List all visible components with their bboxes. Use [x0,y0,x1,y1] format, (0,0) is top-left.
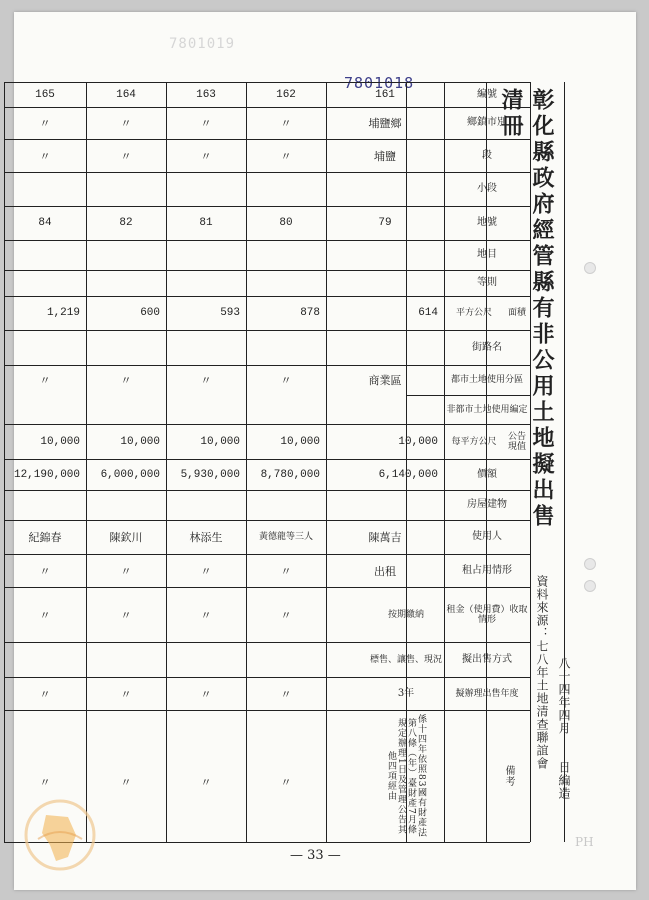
col161-price: 6,140,000 [378,468,438,481]
col164-lot: 82 [119,217,133,229]
col162-area: 878 [300,307,320,319]
note-sale-year: 3年 [397,687,415,699]
col162-lot: 80 [279,217,293,229]
col162-announced: 10,000 [280,435,320,448]
document-number-stamp: 7801018 [344,74,415,92]
col165-announced: 10,000 [40,435,80,448]
label-subsection: 小段 [477,183,497,194]
label-buildings: 房屋建物 [467,499,507,510]
col165-user: 紀錦春 [28,531,62,544]
ditto-mark: 〃 [120,776,132,789]
col165-district: 〃 [39,117,51,130]
data-source: 資料來源：七八年土地清查聯誼會 [535,575,549,770]
fold-mark: PH [575,835,594,849]
note-remarks: 係十四年依照83國有財產法第八條（年）臺財產7月條規定辦理1日及管理公告其他四項經由 [386,714,426,838]
col163-lot: 81 [199,217,213,229]
col163-fee: 〃 [200,608,212,622]
col163-district: 〃 [200,117,212,130]
col163-user: 林添生 [189,531,223,544]
ditto-mark: 〃 [39,687,51,701]
ditto-mark: 〃 [39,776,51,789]
col161-district: 埔鹽鄉 [368,117,402,130]
label-land-category: 地目 [477,249,497,260]
col164-rent: 〃 [120,564,132,578]
punch-hole [584,580,596,592]
col163-serial: 163 [196,88,216,101]
label-area-unit: 平方公尺 [455,308,492,318]
col165-area: 1,219 [46,307,80,319]
compile-date: 八十四年四月 日編造 [557,657,571,800]
label-serial: 編號 [477,88,497,100]
col165-lot: 84 [38,217,52,229]
label-user: 使用人 [472,531,502,542]
col165-price: 12,190,000 [13,468,80,481]
label-street: 街路名 [472,341,502,353]
col163-price: 5,930,000 [180,468,240,481]
col161-user: 陳萬吉 [368,531,402,544]
label-announced-value: 公告現值 [507,431,526,452]
col163-rent: 〃 [200,564,212,578]
label-section: 段 [482,149,492,161]
col164-section: 〃 [120,149,132,163]
col161-fee: 按期繳納 [387,609,424,620]
col161-rent: 出租 [374,564,396,578]
ghost-document-number: 7801019 [169,36,236,52]
col164-fee: 〃 [120,608,132,622]
col165-section: 〃 [39,149,51,163]
col161-serial: 161 [375,88,395,101]
document-title: 彰化縣政府經管縣有非公用土地擬出售清冊 [498,88,555,530]
col164-area: 600 [140,307,160,319]
punch-hole [584,558,596,570]
label-fee-status: 租金（使用費）收取情形 [446,604,528,625]
label-nonurban-use: 非都市土地使用編定 [446,404,528,415]
col162-section: 〃 [280,149,292,163]
label-urban-use: 都市土地使用分區 [450,375,523,385]
col164-district: 〃 [120,117,132,130]
label-district: 鄉鎮市別 [467,117,507,128]
ditto-mark: 〃 [280,776,292,789]
label-sale-method: 擬出售方式 [462,653,512,665]
note-sale-method: 標售、讓售、現況 [369,654,442,665]
col162-price: 8,780,000 [260,468,320,481]
page-number: — 33 — [290,848,341,863]
col161-use: 商業區 [368,374,402,387]
label-rent-status: 租占用情形 [462,564,512,576]
col161-announced: 10,000 [398,435,438,448]
label-grade: 等則 [477,277,497,288]
ditto-mark: 〃 [280,687,292,701]
ditto-mark: 〃 [200,687,212,701]
col165-fee: 〃 [39,608,51,622]
col162-serial: 162 [276,88,296,101]
col163-announced: 10,000 [200,435,240,448]
label-price: 價額 [477,468,497,480]
col163-area: 593 [220,307,240,319]
label-sale-year: 擬辦理出售年度 [455,688,519,699]
ditto-mark: 〃 [200,776,212,789]
ditto-mark: 〃 [120,687,132,701]
col162-rent: 〃 [280,564,292,578]
col161-lot: 79 [378,217,392,229]
col163-section: 〃 [200,149,212,163]
col165-rent: 〃 [39,564,51,578]
col162-user: 黃德龍等三人 [258,532,313,542]
col164-serial: 164 [116,88,136,101]
punch-hole [584,262,596,274]
label-lot: 地號 [477,217,497,228]
col161-section: 埔鹽 [374,149,396,163]
label-area: 面積 [507,308,526,318]
col165-serial: 165 [35,88,55,101]
col165-use: 〃 [39,374,51,387]
col164-use: 〃 [120,374,132,387]
col161-area: 614 [418,307,438,319]
col164-price: 6,000,000 [100,468,160,481]
col162-district: 〃 [280,117,292,130]
col163-use: 〃 [200,374,212,387]
archive-logo-icon [20,795,100,875]
col164-announced: 10,000 [120,435,160,448]
land-sale-table [13,82,530,842]
label-announced-unit: 每平方公尺 [451,436,497,447]
label-remarks: 備考 [503,765,514,787]
col162-use: 〃 [280,374,292,387]
col164-user: 陳欽川 [109,531,143,544]
col162-fee: 〃 [280,608,292,622]
